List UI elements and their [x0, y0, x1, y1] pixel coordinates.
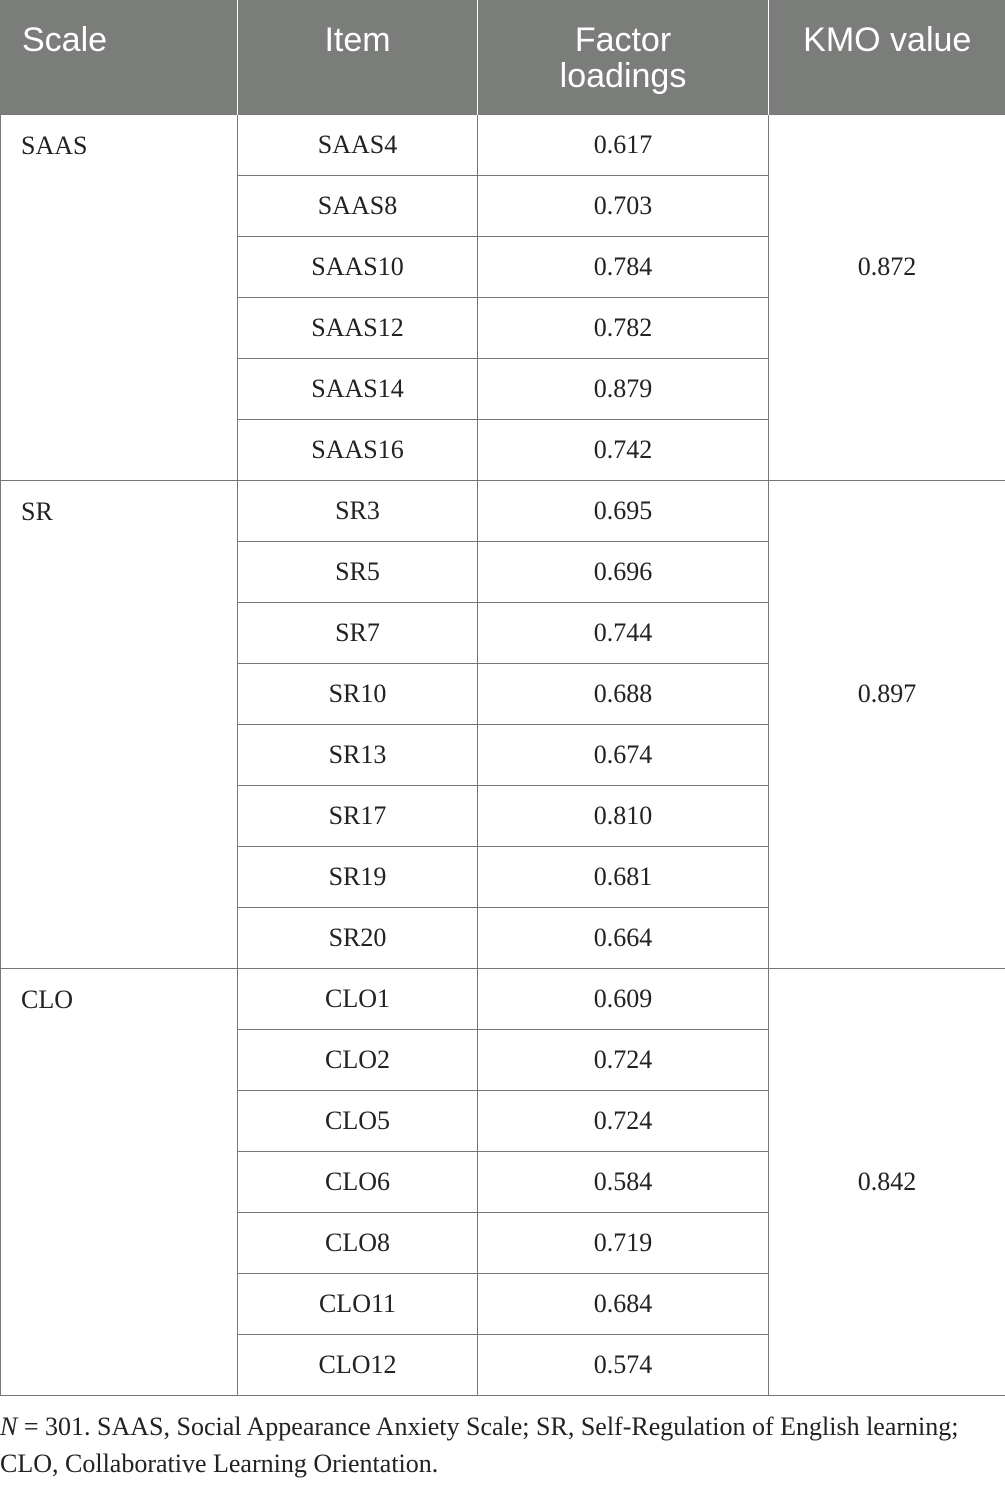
item-cell: SAAS10 — [238, 236, 478, 297]
kmo-cell — [769, 1212, 1005, 1273]
factor-loading-cell: 0.724 — [478, 1029, 769, 1090]
factor-loading-cell: 0.724 — [478, 1090, 769, 1151]
item-cell: SAAS8 — [238, 175, 478, 236]
kmo-cell: 0.842 — [769, 1151, 1005, 1212]
factor-loading-cell: 0.742 — [478, 419, 769, 480]
kmo-cell — [769, 297, 1005, 358]
kmo-cell: 0.897 — [769, 663, 1005, 724]
factor-loading-cell: 0.703 — [478, 175, 769, 236]
item-cell: SR5 — [238, 541, 478, 602]
table-body — [1, 114, 1005, 1395]
factor-loading-cell: 0.609 — [478, 968, 769, 1029]
kmo-cell — [769, 968, 1005, 1029]
table-row — [1, 968, 1005, 1029]
item-cell: CLO12 — [238, 1334, 478, 1395]
kmo-cell — [769, 907, 1005, 968]
item-cell: CLO6 — [238, 1151, 478, 1212]
item-cell: SR19 — [238, 846, 478, 907]
item-cell: CLO11 — [238, 1273, 478, 1334]
item-cell: CLO8 — [238, 1212, 478, 1273]
header-row — [1, 0, 1005, 114]
factor-loading-cell: 0.744 — [478, 602, 769, 663]
item-cell: SR10 — [238, 663, 478, 724]
factor-loading-cell: 0.664 — [478, 907, 769, 968]
factor-loading-cell: 0.879 — [478, 358, 769, 419]
kmo-cell — [769, 541, 1005, 602]
kmo-cell: 0.872 — [769, 236, 1005, 297]
kmo-cell — [769, 358, 1005, 419]
factor-loading-cell: 0.584 — [478, 1151, 769, 1212]
footnote-text: = 301. SAAS, Social Appearance Anxiety Scale; SR, Self-Regulation of English learning; CLO, Collaborative Learning Orientation. — [0, 1411, 959, 1478]
footnote-n-symbol: N — [0, 1411, 18, 1441]
kmo-cell — [769, 846, 1005, 907]
table-footnote — [0, 1408, 1005, 1482]
item-cell: SR20 — [238, 907, 478, 968]
kmo-cell — [769, 114, 1005, 175]
item-cell: SAAS4 — [238, 114, 478, 175]
factor-loading-cell: 0.782 — [478, 297, 769, 358]
scale-cell: SR — [1, 480, 238, 968]
item-cell: SR17 — [238, 785, 478, 846]
item-cell: SAAS12 — [238, 297, 478, 358]
factor-loading-cell: 0.681 — [478, 846, 769, 907]
factor-loading-cell: 0.719 — [478, 1212, 769, 1273]
factor-loading-cell: 0.695 — [478, 480, 769, 541]
header-factor-loadings: Factor loadings — [478, 0, 769, 114]
factor-loading-cell: 0.784 — [478, 236, 769, 297]
header-kmo-value: KMO value — [769, 0, 1005, 114]
table-row — [1, 114, 1005, 175]
header-scale: Scale — [1, 0, 238, 114]
item-cell: SR13 — [238, 724, 478, 785]
kmo-cell — [769, 1334, 1005, 1395]
item-cell: CLO2 — [238, 1029, 478, 1090]
item-cell: SAAS16 — [238, 419, 478, 480]
table-row — [1, 480, 1005, 541]
kmo-cell — [769, 419, 1005, 480]
kmo-cell — [769, 602, 1005, 663]
kmo-cell — [769, 724, 1005, 785]
item-cell: SR3 — [238, 480, 478, 541]
factor-loading-cell: 0.810 — [478, 785, 769, 846]
factor-loading-cell: 0.674 — [478, 724, 769, 785]
header-item: Item — [238, 0, 478, 114]
factor-loading-cell: 0.696 — [478, 541, 769, 602]
scale-cell: SAAS — [1, 114, 238, 480]
factor-loading-cell: 0.688 — [478, 663, 769, 724]
item-cell: CLO1 — [238, 968, 478, 1029]
kmo-cell — [769, 1029, 1005, 1090]
kmo-cell — [769, 1090, 1005, 1151]
factor-loading-cell: 0.684 — [478, 1273, 769, 1334]
kmo-cell — [769, 480, 1005, 541]
kmo-cell — [769, 785, 1005, 846]
scale-cell: CLO — [1, 968, 238, 1395]
factor-loading-cell: 0.574 — [478, 1334, 769, 1395]
item-cell: CLO5 — [238, 1090, 478, 1151]
item-cell: SR7 — [238, 602, 478, 663]
item-cell: SAAS14 — [238, 358, 478, 419]
kmo-cell — [769, 175, 1005, 236]
kmo-cell — [769, 1273, 1005, 1334]
factor-loading-cell: 0.617 — [478, 114, 769, 175]
